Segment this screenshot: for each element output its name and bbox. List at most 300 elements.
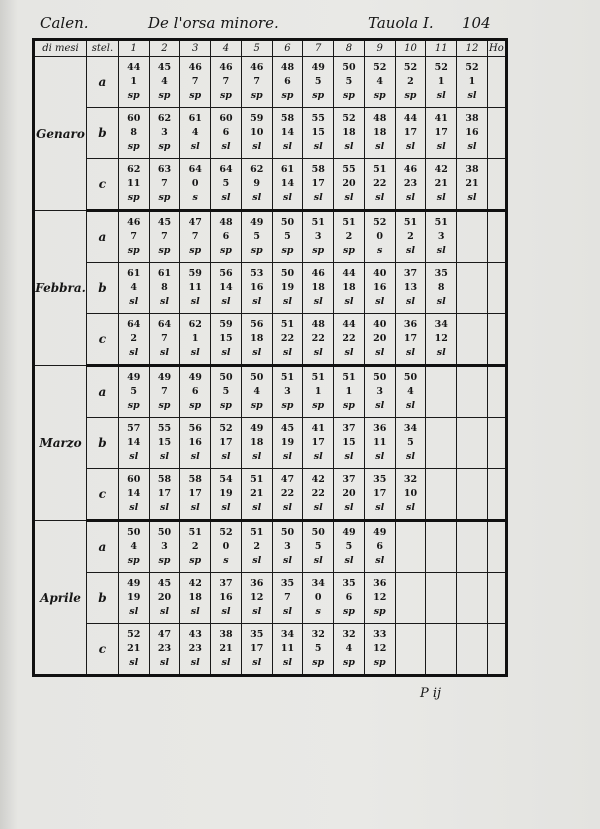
cell-value: s xyxy=(223,555,229,566)
cell-value: sp xyxy=(158,245,171,256)
cell-value: sl xyxy=(375,347,385,358)
table-cell xyxy=(118,314,149,366)
cell-value: sp xyxy=(281,400,294,411)
cell-value: 2 xyxy=(407,76,414,87)
cell-value: 50 xyxy=(373,372,387,383)
cell-value: 4 xyxy=(407,386,414,397)
table-cell xyxy=(395,108,426,159)
cell-value: 33 xyxy=(373,629,387,640)
cell-value: sp xyxy=(281,90,294,101)
table-cell xyxy=(426,314,457,366)
cell-value: 53 xyxy=(250,268,264,279)
cell-value: 17 xyxy=(157,488,172,499)
cell-value: 5 xyxy=(314,76,322,87)
cell-value: 46 xyxy=(127,217,141,228)
cell-value: 52 xyxy=(434,62,448,73)
cell-value: 5 xyxy=(314,643,322,654)
cell-value: sp xyxy=(127,400,140,411)
star-label: c xyxy=(87,469,119,521)
empty-cell xyxy=(487,469,506,521)
cell-value: 18 xyxy=(188,592,202,603)
cell-value: sl xyxy=(405,192,415,203)
cell-value: 59 xyxy=(188,268,202,279)
cell-value: 43 xyxy=(188,629,202,640)
cell-value: 61 xyxy=(188,113,202,124)
empty-cell xyxy=(487,314,506,366)
cell-value: 0 xyxy=(191,178,199,189)
cell-value: 60 xyxy=(127,113,141,124)
empty-cell xyxy=(457,366,488,418)
cell-value: 64 xyxy=(219,164,233,175)
cell-value: 4 xyxy=(191,127,199,138)
cell-value: 61 xyxy=(157,268,172,279)
cell-value: 51 xyxy=(311,372,325,383)
star-label: a xyxy=(87,57,119,108)
cell-value: 56 xyxy=(188,423,202,434)
cell-value: sl xyxy=(129,296,139,307)
cell-value: 38 xyxy=(465,164,479,175)
cell-value: sl xyxy=(221,347,231,358)
star-label: b xyxy=(87,108,119,159)
cell-value: sl xyxy=(190,296,200,307)
empty-cell xyxy=(487,624,506,676)
cell-value: 41 xyxy=(311,423,325,434)
table-cell xyxy=(395,159,426,211)
cell-value: 7 xyxy=(161,231,168,242)
table-cell xyxy=(395,469,426,521)
cell-value: s xyxy=(192,192,198,203)
cell-value: 49 xyxy=(373,527,387,538)
cell-value: 14 xyxy=(127,488,141,499)
cell-value: 20 xyxy=(342,178,356,189)
table-row xyxy=(34,469,507,521)
cell-value: 45 xyxy=(157,62,172,73)
cell-value: 49 xyxy=(188,372,202,383)
cell-value: 63 xyxy=(157,164,172,175)
table-cell xyxy=(395,366,426,418)
cell-value: 55 xyxy=(342,164,356,175)
table-cell xyxy=(241,314,272,366)
cell-value: sp xyxy=(250,245,263,256)
cell-value: 36 xyxy=(403,319,418,330)
cell-value: 32 xyxy=(311,629,325,640)
table-cell xyxy=(118,366,149,418)
cell-value: 7 xyxy=(253,76,261,87)
empty-cell xyxy=(457,418,488,469)
month-label: Febbra. xyxy=(34,211,87,366)
table-cell xyxy=(241,108,272,159)
cell-value: sl xyxy=(313,555,323,566)
cell-value: sl xyxy=(405,245,415,256)
table-cell xyxy=(211,211,242,263)
table-row xyxy=(34,211,507,263)
cell-value: sl xyxy=(282,657,292,668)
cell-value: sl xyxy=(252,606,262,617)
table-cell xyxy=(241,573,272,624)
table-cell xyxy=(272,624,303,676)
cell-value: 18 xyxy=(373,127,387,138)
cell-value: sp xyxy=(342,90,355,101)
table-cell xyxy=(211,418,242,469)
cell-value: 7 xyxy=(130,231,138,242)
header-hour-6: 6 xyxy=(272,40,303,57)
cell-value: 10 xyxy=(250,127,264,138)
cell-value: sl xyxy=(282,141,292,152)
cell-value: 5 xyxy=(253,231,261,242)
cell-value: 35 xyxy=(250,629,264,640)
cell-value: 52 xyxy=(403,62,418,73)
table-cell xyxy=(211,159,242,211)
table-cell xyxy=(334,624,365,676)
table-cell xyxy=(180,159,211,211)
cell-value: 5 xyxy=(345,541,353,552)
cell-value: 2 xyxy=(345,231,353,242)
header-hour-5: 5 xyxy=(241,40,272,57)
cell-value: sl xyxy=(252,347,262,358)
table-cell xyxy=(334,366,365,418)
cell-value: 52 xyxy=(219,527,233,538)
cell-value: sp xyxy=(127,90,140,101)
cell-value: sl xyxy=(282,502,292,513)
cell-value: 12 xyxy=(373,643,387,654)
cell-value: sl xyxy=(436,192,446,203)
cell-value: 64 xyxy=(157,319,172,330)
header-hour-4: 4 xyxy=(211,40,242,57)
cell-value: sl xyxy=(159,657,169,668)
table-cell xyxy=(395,314,426,366)
star-label: b xyxy=(87,418,119,469)
cell-value: sp xyxy=(189,400,202,411)
table-row xyxy=(34,521,507,573)
cell-value: 5 xyxy=(314,541,322,552)
cell-value: 44 xyxy=(342,319,356,330)
empty-cell xyxy=(395,573,426,624)
cell-value: sl xyxy=(344,296,354,307)
table-cell xyxy=(334,418,365,469)
cell-value: 34 xyxy=(434,319,448,330)
cell-value: 50 xyxy=(342,62,356,73)
cell-value: sl xyxy=(221,296,231,307)
table-cell xyxy=(364,469,395,521)
cell-value: 55 xyxy=(311,113,325,124)
cell-value: 1 xyxy=(345,386,353,397)
table-cell xyxy=(303,624,334,676)
cell-value: 41 xyxy=(434,113,448,124)
cell-value: 6 xyxy=(284,76,291,87)
cell-value: sl xyxy=(375,555,385,566)
table-cell xyxy=(241,624,272,676)
cell-value: sp xyxy=(158,555,171,566)
cell-value: 7 xyxy=(191,231,199,242)
cell-value: 37 xyxy=(219,578,233,589)
empty-cell xyxy=(457,624,488,676)
header-hour-Ho: Ho xyxy=(487,40,506,57)
table-number: Tauola I. xyxy=(368,14,434,32)
cell-value: 32 xyxy=(342,629,356,640)
table-cell xyxy=(364,211,395,263)
cell-value: 17 xyxy=(219,437,233,448)
table-cell xyxy=(272,211,303,263)
cell-value: sl xyxy=(375,296,385,307)
cell-value: 19 xyxy=(127,592,141,603)
table-cell xyxy=(241,57,272,108)
star-label: b xyxy=(87,573,119,624)
empty-cell xyxy=(487,108,506,159)
cell-value: 3 xyxy=(437,231,445,242)
table-cell xyxy=(364,624,395,676)
cell-value: 49 xyxy=(127,372,141,383)
cell-value: 17 xyxy=(403,333,418,344)
star-label: a xyxy=(87,521,119,573)
cell-value: 8 xyxy=(130,127,138,138)
table-cell xyxy=(334,521,365,573)
cell-value: 60 xyxy=(127,474,141,485)
empty-cell xyxy=(395,624,426,676)
table-cell xyxy=(303,263,334,314)
cell-value: 46 xyxy=(311,268,325,279)
cell-value: sl xyxy=(467,90,477,101)
table-cell xyxy=(303,108,334,159)
cell-value: sl xyxy=(436,141,446,152)
cell-value: 11 xyxy=(127,178,141,189)
table-cell xyxy=(211,366,242,418)
cell-value: 3 xyxy=(314,231,322,242)
cell-value: 60 xyxy=(219,113,233,124)
cell-value: 55 xyxy=(157,423,172,434)
cell-value: sl xyxy=(252,502,262,513)
cell-value: 58 xyxy=(157,474,172,485)
table-row xyxy=(34,573,507,624)
cell-value: sl xyxy=(313,296,323,307)
cell-value: sp xyxy=(219,90,232,101)
table-cell xyxy=(272,314,303,366)
table-cell xyxy=(149,108,180,159)
cell-value: sl xyxy=(405,296,415,307)
cell-value: sl xyxy=(190,657,200,668)
cell-value: 50 xyxy=(157,527,172,538)
empty-cell xyxy=(457,521,488,573)
cell-value: 9 xyxy=(253,178,261,189)
cell-value: sl xyxy=(375,192,385,203)
cell-value: 4 xyxy=(130,282,138,293)
page-title: De l'orsa minore. xyxy=(148,14,279,32)
cell-value: 52 xyxy=(465,62,479,73)
table-cell xyxy=(364,521,395,573)
cell-value: 1 xyxy=(130,76,138,87)
cell-value: sl xyxy=(252,296,262,307)
cell-value: 51 xyxy=(311,217,325,228)
cell-value: 52 xyxy=(127,629,141,640)
cell-value: 45 xyxy=(157,578,172,589)
table-cell xyxy=(149,314,180,366)
cell-value: 44 xyxy=(342,268,356,279)
cell-value: 17 xyxy=(311,178,325,189)
star-label: c xyxy=(87,159,119,211)
cell-value: 38 xyxy=(465,113,479,124)
table-cell xyxy=(334,211,365,263)
empty-cell xyxy=(487,366,506,418)
table-cell xyxy=(303,573,334,624)
table-cell xyxy=(395,263,426,314)
cell-value: sp xyxy=(312,657,325,668)
cell-value: 58 xyxy=(311,164,325,175)
cell-value: 22 xyxy=(311,488,325,499)
table-cell xyxy=(118,624,149,676)
running-head xyxy=(0,14,600,36)
table-cell xyxy=(211,573,242,624)
cell-value: sp xyxy=(158,90,171,101)
cell-value: 42 xyxy=(188,578,202,589)
cell-value: 2 xyxy=(130,333,138,344)
cell-value: sl xyxy=(190,502,200,513)
table-cell xyxy=(426,263,457,314)
cell-value: 3 xyxy=(284,386,291,397)
header-hour-7: 7 xyxy=(303,40,334,57)
cell-value: 19 xyxy=(280,437,295,448)
table-cell xyxy=(303,57,334,108)
cell-value: 46 xyxy=(219,62,233,73)
cell-value: 51 xyxy=(250,474,264,485)
cell-value: sl xyxy=(129,451,139,462)
empty-cell xyxy=(487,57,506,108)
running-head-left: Calen. xyxy=(40,14,89,32)
cell-value: 17 xyxy=(403,127,418,138)
cell-value: 19 xyxy=(280,282,295,293)
table-cell xyxy=(118,263,149,314)
cell-value: 1 xyxy=(314,386,322,397)
table-cell xyxy=(457,57,488,108)
star-label: a xyxy=(87,211,119,263)
table-cell xyxy=(149,57,180,108)
cell-value: 3 xyxy=(284,541,291,552)
cell-value: 12 xyxy=(250,592,264,603)
cell-value: 51 xyxy=(342,372,356,383)
star-label: c xyxy=(87,624,119,676)
table-cell xyxy=(149,521,180,573)
cell-value: sl xyxy=(190,347,200,358)
cell-value: 16 xyxy=(219,592,233,603)
empty-cell xyxy=(487,573,506,624)
cell-value: 5 xyxy=(222,386,230,397)
cell-value: sl xyxy=(159,502,169,513)
table-cell xyxy=(180,366,211,418)
cell-value: 23 xyxy=(403,178,418,189)
table-cell xyxy=(457,159,488,211)
empty-cell xyxy=(426,366,457,418)
table-cell xyxy=(303,211,334,263)
cell-value: sl xyxy=(313,451,323,462)
cell-value: sp xyxy=(373,90,386,101)
empty-cell xyxy=(487,418,506,469)
cell-value: 12 xyxy=(434,333,448,344)
cell-value: 47 xyxy=(157,629,172,640)
cell-value: sp xyxy=(127,141,140,152)
cell-value: 46 xyxy=(188,62,202,73)
table-cell xyxy=(149,573,180,624)
cell-value: s xyxy=(315,606,321,617)
table-cell xyxy=(426,108,457,159)
cell-value: sp xyxy=(312,245,325,256)
table-cell xyxy=(180,469,211,521)
table-cell xyxy=(395,211,426,263)
table-cell xyxy=(334,469,365,521)
cell-value: 42 xyxy=(434,164,448,175)
table-cell xyxy=(334,57,365,108)
cell-value: 17 xyxy=(373,488,387,499)
cell-value: 45 xyxy=(157,217,172,228)
cell-value: 16 xyxy=(250,282,264,293)
table-cell xyxy=(272,469,303,521)
cell-value: sp xyxy=(219,245,232,256)
table-row xyxy=(34,159,507,211)
cell-value: 47 xyxy=(188,217,202,228)
cell-value: 14 xyxy=(280,178,295,189)
table-cell xyxy=(180,57,211,108)
cell-value: 1 xyxy=(191,333,199,344)
cell-value: sl xyxy=(252,451,262,462)
cell-value: 21 xyxy=(127,643,141,654)
empty-cell xyxy=(426,469,457,521)
cell-value: 36 xyxy=(250,578,264,589)
cell-value: sl xyxy=(436,245,446,256)
table-cell xyxy=(180,211,211,263)
table-cell xyxy=(272,418,303,469)
cell-value: sl xyxy=(344,502,354,513)
cell-value: 58 xyxy=(188,474,202,485)
cell-value: 14 xyxy=(127,437,141,448)
cell-value: sl xyxy=(344,192,354,203)
cell-value: sp xyxy=(281,245,294,256)
cell-value: sp xyxy=(342,245,355,256)
cell-value: sl xyxy=(252,141,262,152)
cell-value: sp xyxy=(127,245,140,256)
cell-value: 48 xyxy=(219,217,233,228)
header-hour-12: 12 xyxy=(457,40,488,57)
cell-value: 14 xyxy=(219,282,233,293)
cell-value: sp xyxy=(158,192,171,203)
table-cell xyxy=(364,57,395,108)
cell-value: 20 xyxy=(342,488,356,499)
cell-value: 57 xyxy=(127,423,141,434)
cell-value: sl xyxy=(190,451,200,462)
cell-value: 1 xyxy=(468,76,476,87)
cell-value: 6 xyxy=(191,386,199,397)
table-cell xyxy=(364,314,395,366)
cell-value: 49 xyxy=(157,372,172,383)
cell-value: sl xyxy=(313,347,323,358)
header-months: di mesi xyxy=(34,40,87,57)
cell-value: sl xyxy=(375,400,385,411)
cell-value: 0 xyxy=(314,592,322,603)
cell-value: 22 xyxy=(280,333,295,344)
cell-value: 34 xyxy=(311,578,325,589)
table-cell xyxy=(334,263,365,314)
cell-value: 56 xyxy=(250,319,264,330)
cell-value: sl xyxy=(405,400,415,411)
cell-value: 15 xyxy=(311,127,325,138)
cell-value: 49 xyxy=(311,62,325,73)
page-number: 104 xyxy=(462,14,491,32)
cell-value: sl xyxy=(221,141,231,152)
cell-value: 17 xyxy=(434,127,448,138)
empty-cell xyxy=(426,624,457,676)
cell-value: 59 xyxy=(219,319,233,330)
cell-value: 20 xyxy=(373,333,387,344)
cell-value: sp xyxy=(127,192,140,203)
cell-value: sl xyxy=(375,502,385,513)
cell-value: 5 xyxy=(345,76,353,87)
cell-value: 42 xyxy=(311,474,325,485)
